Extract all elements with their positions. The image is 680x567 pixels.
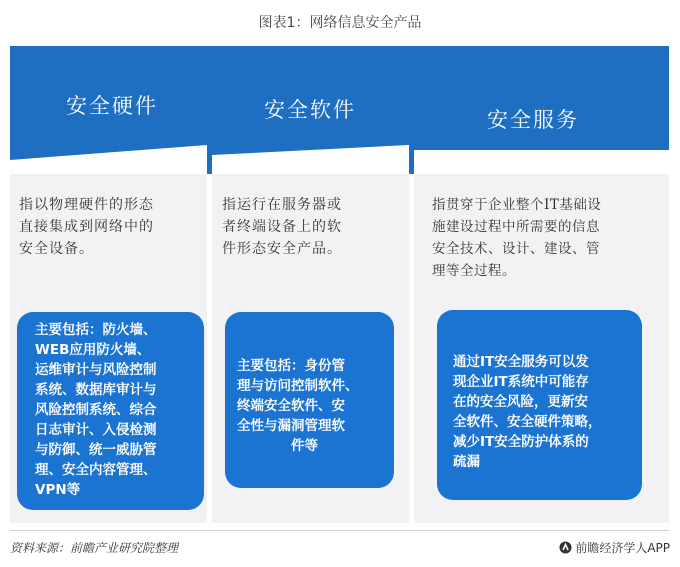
box-line: 现企业IT系统中可能存 xyxy=(453,374,589,390)
heading-service: 安全服务 xyxy=(487,108,579,132)
box-line: 主要包括：身份管 xyxy=(237,358,345,374)
box-service xyxy=(437,310,642,500)
desc-line: 指以物理硬件的形态 xyxy=(19,197,154,213)
box-line: 风险控制系统、综合 xyxy=(35,402,157,418)
desc-line: 安全设备。 xyxy=(19,241,94,257)
box-line: 全软件、安全硬件策略， xyxy=(453,414,602,430)
cap-hardware xyxy=(10,145,207,174)
desc-hardware xyxy=(19,194,154,260)
box-line: 全性与漏洞管理软 xyxy=(237,418,345,434)
desc-line: 施建设过程中所需要的信息 xyxy=(432,219,600,235)
desc-line: 理等全过程。 xyxy=(432,263,516,279)
desc-service xyxy=(432,194,601,282)
desc-software xyxy=(222,194,342,260)
desc-line: 直接集成到网络中的 xyxy=(19,219,154,235)
box-line: 件等 xyxy=(291,438,318,454)
qianzhan-logo-icon xyxy=(559,541,572,554)
box-line: 系统、数据库审计与 xyxy=(35,382,157,398)
box-hardware xyxy=(17,312,204,510)
desc-line: 件形态安全产品。 xyxy=(222,241,342,257)
source-note: 资料来源：前瞻产业研究院整理 xyxy=(10,541,179,555)
box-line: 通过IT安全服务可以发 xyxy=(453,354,589,370)
box-line: VPN等 xyxy=(35,482,81,498)
brand-credit xyxy=(559,539,670,556)
cap-service xyxy=(414,150,669,174)
desc-line: 指贯穿于企业整个IT基础设 xyxy=(432,197,602,213)
desc-line: 者终端设备上的软 xyxy=(222,219,342,235)
box-line: 减少IT安全防护体系的 xyxy=(453,434,589,450)
figure-title: 图表1：网络信息安全产品 xyxy=(258,15,422,31)
box-line: 在的安全风险，更新安 xyxy=(453,394,588,410)
heading-hardware: 安全硬件 xyxy=(66,94,158,118)
desc-line: 指运行在服务器或 xyxy=(222,197,342,213)
cap-software xyxy=(212,145,409,174)
footer-divider xyxy=(10,530,669,531)
box-line: 疏漏 xyxy=(453,454,480,470)
heading-software: 安全软件 xyxy=(264,98,356,122)
box-line: 运维审计与风险控制 xyxy=(35,362,157,378)
brand-name: 前瞻经济学人APP xyxy=(575,541,670,555)
box-line: 理与访问控制软件、 xyxy=(237,378,359,394)
box-line: 与防御、统一威胁管 xyxy=(35,442,157,458)
box-line: WEB应用防火墙、 xyxy=(35,342,151,358)
box-line: 日志审计、入侵检测 xyxy=(35,422,157,438)
box-line: 终端安全软件、安 xyxy=(237,398,345,414)
desc-line: 安全技术、设计、建设、管 xyxy=(432,241,600,257)
box-line: 主要包括：防火墙、 xyxy=(35,322,157,338)
box-line: 理、安全内容管理、 xyxy=(35,462,157,478)
box-software xyxy=(225,312,394,488)
